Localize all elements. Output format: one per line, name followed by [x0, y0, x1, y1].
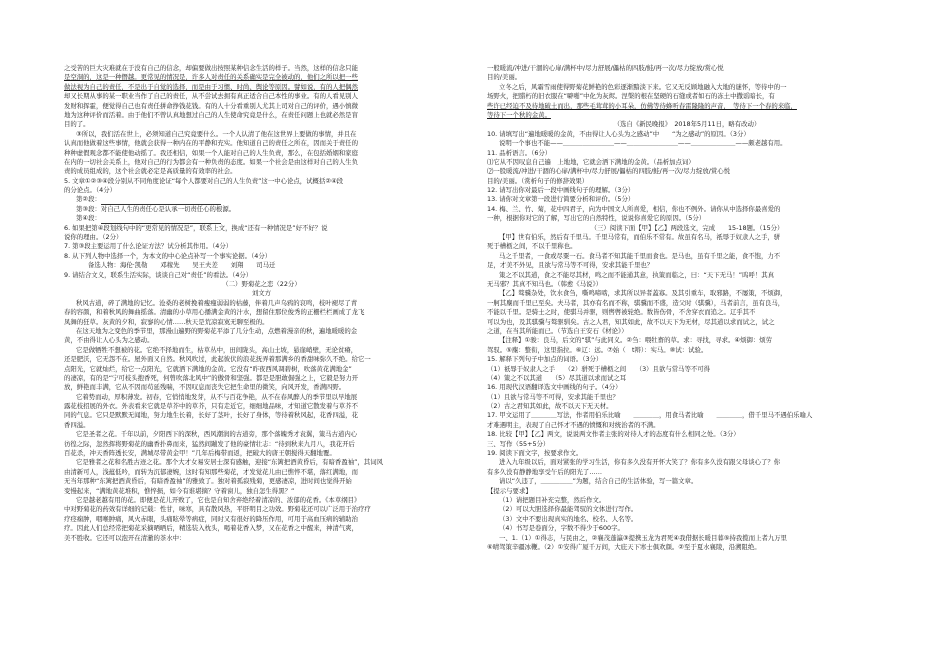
text-line: [64, 402, 459, 411]
text-line: [487, 83, 887, 92]
text-line: [64, 242, 459, 251]
text-line-content: ⑴它从不因叹息自己遍 上地地，它就会洒下满地的金黄。（品析加点词）: [487, 157, 695, 166]
text-line-content: 可以为也，及其骐骥与骜驱驯矣。古之人君，知其如此，故不以天下为无材，尽其道以求而试之，试之: [487, 317, 775, 326]
text-line-content: 无当年那种“东篱把酒黄昏后，有暗香盈袖”的雅致了。独对着孤寂残菊，更感凄凉，进时间也觉得开始: [64, 477, 352, 486]
text-line-content: 凤舞的狂草。灰黄的夕和，寂寥的心情……秋天是荒凉寂寞无聊至极的。: [64, 317, 269, 326]
text-line: [64, 327, 459, 336]
text-line-content: 中对野菊花的药效有详细的记载：性甘，味寒，具有散风热，平肝明目之功效。野菊花还可以广泛用于治疗疗: [64, 505, 371, 514]
text-line-content: 目的了。: [64, 120, 90, 129]
text-line: [487, 111, 887, 120]
text-line: [487, 214, 887, 223]
text-line-content: 请以“久违了，＿＿＿＿＿”为题，结合自己的生活体验，写一篇文章。: [499, 477, 698, 486]
text-line-content: 等待下一个秋的金黄。: [487, 110, 551, 119]
text-line: [64, 496, 459, 505]
text-line: [487, 195, 887, 204]
text-line-content: ⑵一股暖流/冲进/干涸的心扉/满杯中/尽力舒展/儡枯的四肢/鲑/再一次/尽力绽放/赏心悦: [487, 167, 731, 176]
text-line-content: 驾驭。⑤麇：整衔，这里指拉。⑥辽：远。⑦始（ t辩）：实马。⑧试：试验。: [487, 345, 708, 354]
text-line-content: 秋风古道，碎了满地的记忆。沧桑的老树挽着瘦瘦弱弱的枯藤，伴着几声乌鸦的哀鸣，枝叶褪尽了青: [76, 298, 358, 307]
right-column: [487, 64, 887, 552]
text-line: [64, 346, 459, 355]
text-line-content: 露花枝招展的外衣。外表看来它就是草芥中的草芥，只有走近它，细细地品味，才知道它散发着与草芥不: [64, 402, 358, 411]
text-line: [64, 365, 459, 374]
text-line: [64, 261, 459, 270]
text-line-content: 由清新可人，浅蕴低吟，而转为沉郁凄婉，这时有知那些菊花，才发觉花儿由已憔悴不堪，落红满地，而: [64, 467, 358, 476]
text-line: [64, 92, 459, 101]
text-line: [487, 289, 887, 298]
text-line-content: 死于槽枥之间，不以千里称也。: [487, 242, 577, 251]
text-line-content: 在这天地为之变色的季节里，那漫山遍野的野菊花平添了几分生动，点燃着漫亲的秋，遍地暖暖的金: [76, 326, 358, 335]
text-line: [487, 505, 887, 514]
answer-blank[interactable]: [101, 197, 221, 205]
text-line: [64, 233, 459, 242]
text-line: [64, 271, 459, 280]
text-line: [487, 458, 887, 467]
text-line-content: 进入九年级以后，面对紧张的学习生活，你有多久没有开怀大笑了？你有多久没有跟父母谈心了？你: [499, 458, 781, 467]
text-line: [487, 543, 887, 552]
text-line: [64, 102, 459, 111]
text-line-content: 7. 第③段主要运用了什么论证方法？试分析其作用。（4分）: [64, 242, 233, 251]
text-line-content: （1）祇辱于奴隶人之手 （2）骈死于槽枥之间 （3）且欲与常马等不可得: [487, 364, 711, 373]
text-line: [64, 130, 459, 139]
text-line-content: （2）古之君知其如此，故不以天下无天材。: [487, 402, 613, 411]
left-column: [64, 64, 459, 543]
text-line: [487, 346, 887, 355]
text-line-content: 说你的理由。（2分）: [64, 233, 123, 242]
text-line: [64, 336, 459, 345]
text-line: [64, 195, 459, 204]
text-line: [64, 383, 459, 392]
text-line: [487, 308, 887, 317]
text-line-content: 点阳光，它就灿烂，给它一点阳光，它就洒下满地的金黄。它没有“昨夜西风凋碧树，吹落黄花满地金”: [64, 364, 352, 373]
text-line: [487, 149, 887, 158]
text-line-content: 12. 请写出你对最后一段中画线句子的理解。（3分）: [487, 186, 635, 195]
text-line: [64, 449, 459, 458]
text-line-content: 却又长期从事的某一职业当作了自己的责任，从不尝试去拥有真正适合自己本性的事业。有的人看见别人: [64, 92, 358, 101]
text-line-content: 还是肥沃，它无怨不在。屋外面又自然。秋风吹过，此起彼伏的浪花抚弄着那满乡的香甜味弥久不绝。给它一: [64, 355, 371, 364]
text-line-content: 17. 甲文运用了＿＿＿＿写法，作者用伯乐比喻 ＿＿＿＿，用食马者比喻 ＿＿＿＿，借千里马不遇伯乐喻人: [487, 411, 813, 420]
text-line-content: 它是做牺牲不想被的花。它绝不择地而生，枯草丛中，田间陇头，高山土坡，悬崖峭壁，无论贫瘠，: [76, 345, 358, 354]
text-line: [487, 327, 887, 336]
text-line-content: 发财和挥霍，便觉得自己也有责任拼命挣钱花钱。有的人十分看重别人尤其上司对自己的评价，遇小慎微: [64, 101, 358, 110]
text-line-content: 6. 如果把第④段划线句中的“更常见的情况是”，联系上文，换成“还有一种情况是”好不好？说: [64, 223, 328, 232]
text-line-content: 16. 用现代汉语翻译选文中画线的句子。（4分）: [487, 383, 622, 392]
text-line: [487, 73, 887, 82]
text-line-content: （1）请把题目补充完整，然后作文。: [499, 495, 606, 504]
text-line-content: 彷徨之际，忽然挥将野菊花的幽香扑鼻而来，猛然间蹦发了他的豪情壮志：“待到秋来九月八，我花开后: [64, 439, 355, 448]
text-line: [487, 158, 887, 167]
text-line-content: 19. 阅读下面文字，按要求作文。: [487, 449, 583, 458]
text-line: [64, 111, 459, 120]
text-line-content: 香四溢。: [64, 420, 90, 429]
text-line-content: 18. 比较【甲】【乙】两文，说说两文作者主张的对待人才的态度有什么相同之处。（3分）: [487, 430, 740, 439]
text-line-content: 刘文方: [251, 289, 272, 298]
text-line-content: 8. 从下列人物中选择一个，为本文的中心论点补写一个事实论据。（4分）: [64, 251, 272, 260]
text-line: [487, 477, 887, 486]
text-line-content: （4）策之不以其道 （5）尽其道以求而试之耳: [487, 373, 627, 382]
text-line-content: （4）书写是卷面分，字数不得少于600字。: [499, 524, 624, 533]
text-line-content: 14. 梅、兰、竹、菊，花中四君子，向为中国文人所喜爱，相信，你也不例外。请你从中选择你最喜爱的: [487, 204, 781, 213]
text-line: [487, 440, 887, 449]
text-line-content: ⑥晴驾策辛疆冰鞭。（2）①安得广厦千万间，大庇天下寒士俱欢颜。②至于夏水襄陵，沿溯阻绝。: [487, 542, 761, 551]
text-line-content: 5. 文章①②③④段分别从不同角度论证“每个人都要对自己的人生负责”这一中心论点，试概括②④段: [64, 176, 344, 185]
text-line: [487, 355, 887, 364]
text-line-content: 【乙】骜骥杂处，饮水食刍，嘶鸣啼啮，求其所以异者蓋寡。及其引重车，取邪路，不屡策，不烦御，: [499, 289, 787, 298]
text-line: [64, 186, 459, 195]
text-line-content: 的凄凉，有的是“宁可枝头抱香死，何曾吹落北风中”的傲骨和坚强。都是是胆敢倔强之上，它毅是努力开: [64, 373, 359, 382]
text-line-content: 9. 请结合文义，联系生活实际，谈谈自己对“责任”的看法。（4分）: [64, 270, 253, 279]
text-line: [487, 449, 887, 458]
text-line-content: 第②段：: [76, 195, 101, 204]
text-line: [64, 458, 459, 467]
text-line-content: 春的容颜，和着秋风的舞曲摇落。清幽的小草用心播满金黄的汁水，想留住那位俊秀的正栅栏栏画成了龙飞: [64, 308, 365, 317]
text-line-content: 做法视为自己的责任，不是出于自觉的选择，而是由于习惯、时尚、舆论等原因。譬如说，有的人把偶然: [64, 82, 358, 91]
text-line: [487, 365, 887, 374]
text-line: [487, 205, 887, 214]
text-line-content: 它是越老越有用的花。即便是花儿开败了，它也是自知舍弃绝经着清凉的、浓郁的花香。《本草纲目》: [76, 495, 361, 504]
text-line-content: 变慢起来，“满地黄花堆积，憔悴损，如今有谁堪摘？守着窗儿，独自怎生得黑？”: [64, 486, 295, 495]
text-line: [64, 252, 459, 261]
text-line-content: （三）阅读下面【甲】【乙】两段选文，完成 15-18题。（15分）: [590, 223, 784, 232]
text-line: [487, 430, 887, 439]
text-line-content: 立冬之后，风霜雪雨使得野菊花鲜艳的色彩逐渐黯淡下来。它又无反顾地融入大地的谜怀，等待中的一: [499, 82, 787, 91]
answer-blank[interactable]: [101, 216, 221, 224]
text-line-content: 场野火，把腊朽的旧衣服在“噼啪”中化为灰烬。涅槃的根在坚硬的石缝或者如石的冻土中撒谣暗长，有: [487, 92, 775, 101]
text-line: [487, 524, 887, 533]
text-line: [64, 393, 459, 402]
text-line-content: 在内的一切社会关系上，他对自己的行为都会有一种负责的态度。如果一个社会是由这样对自己的人生负: [64, 157, 358, 166]
text-line-content: 一舸其麇而千里已至矣。夫马者，其亦有名而不称，骐骥而不盛，造父时（骐骥），马者前言，虽有良马，: [487, 298, 785, 307]
text-line: [487, 242, 887, 251]
text-line-content: 责的成员组成的，这个社会就必定是高质量的有效率的社会。: [64, 167, 237, 176]
text-line: [487, 92, 887, 101]
text-line: [487, 224, 887, 233]
text-line: [64, 468, 459, 477]
text-line-content: 它是雅者之花和名胜古迹之花。那个大才女易安居士深有感触，迎接“东篱把酒黄昏后，有暗香盈袖”，其词风: [76, 458, 383, 467]
text-line-content: 地为这种评价而活着。由于他们不曾认真地想过自己的人生使命究竟是什么，在责任问题上也就必然是盲: [64, 110, 358, 119]
text-line: [487, 186, 887, 195]
text-line: [64, 167, 459, 176]
text-line: [487, 421, 887, 430]
text-line-content: 之道，在当其所能而已。（节选自王安石《材论》）: [487, 326, 628, 335]
text-line-content: 它是圣者之花。千年以前，夕阳西下的深秋，西风潮润的古道旁，那个落魄秀才袁翼，策马古道内心: [76, 430, 358, 439]
text-line-content: 15. 解释下列句子中加点的词语。（3分）: [487, 355, 603, 364]
text-line-content: 是空洞的，这是一种僭越。更常见的情况是，许多人对责任的关系确实是完全被动的，他们之所以把一些: [64, 73, 358, 82]
text-line: [487, 336, 887, 345]
text-line: [64, 64, 459, 73]
text-line: [487, 374, 887, 383]
text-line: [64, 139, 459, 148]
text-line-content: 才难遇明主，表现了自己怀才不遇的愤慨和对统治者的不满。: [487, 420, 660, 429]
text-line: [487, 411, 887, 420]
text-line: [64, 374, 459, 383]
text-line: [487, 271, 887, 280]
text-line: [487, 130, 887, 139]
text-line-content: 些许已经迫不及待地破土而出，那些毛茸茸的小耳朵，仿佛等待蜂听春雷隆隆的声音， 等待下一个春的来临，: [487, 101, 797, 110]
text-line-content: 三、写作（55+5分）: [487, 439, 550, 448]
text-line-content: 有多久没有静静地享受午后的阳光了……: [487, 467, 603, 476]
text-line: [64, 421, 459, 430]
text-line-content: 第④段：: [76, 214, 101, 223]
text-line: [487, 64, 887, 73]
text-line-content: 目的/美丽。（赏析句子的修辞效果）: [487, 176, 589, 185]
text-line-content: 备选人物：海伦·凯勒 邓稼先 吴王夫差 刘翔 司马迁: [88, 261, 276, 270]
text-line: [487, 299, 887, 308]
text-line: [64, 73, 459, 82]
text-line-content: 【注释】①骏：良马，后文的“骐”与此同义。②刍：喂牡畜的草。求：寻找，寻求。④烦御：烦劳: [499, 336, 773, 345]
text-line: [64, 487, 459, 496]
text-line: [487, 233, 887, 242]
text-line: [487, 318, 887, 327]
text-line: [487, 496, 887, 505]
text-line: [487, 120, 887, 129]
text-line-content: 说明一个事也不能——＿＿＿＿＿＿＿＿——＿＿＿＿＿＿＿＿——＿＿＿＿＿＿＿——颇老越有用。: [499, 139, 787, 148]
text-line: [487, 177, 887, 186]
text-line: [64, 224, 459, 233]
text-line-content: （1）且欲与常马等不可得，安求其能千里也？: [487, 392, 619, 401]
text-line: [64, 477, 459, 486]
text-line: [487, 383, 887, 392]
text-line: [64, 205, 459, 214]
text-line: [64, 318, 459, 327]
text-line: [64, 299, 459, 308]
text-line: [487, 393, 887, 402]
text-line: [487, 468, 887, 477]
text-line-content: 一种，根据你对它的了解，写出它的自然特性，说说你喜爱它的原因。（5分）: [487, 214, 706, 223]
text-line: [64, 430, 459, 439]
text-line: [64, 524, 459, 533]
text-line-content: 13. 请你对文章第一段进行简要分析和评价。（5分）: [487, 195, 635, 204]
text-line-content: 【提示与要求】: [487, 486, 532, 495]
text-line-content: 第③段：对自己人生的责任心是认承一切责任心的根源。: [76, 204, 236, 213]
text-line: [487, 261, 887, 270]
text-line: [64, 120, 459, 129]
text-line: [64, 177, 459, 186]
text-line: [487, 167, 887, 176]
text-line: [64, 280, 459, 289]
text-line: [487, 515, 887, 524]
text-line: [64, 505, 459, 514]
text-line-content: 同的气息。它只是默默无闻地，努力地生长着，长好了茎叶，长好了身体，等待着秋风起，花香四溢，花: [64, 411, 358, 420]
text-line-content: 美不胜收。它还可以泡开在清澈的茶水中：: [64, 533, 186, 542]
text-line: [487, 102, 887, 111]
text-line: [64, 534, 459, 543]
text-line-content: 无马邪？其真不知马也。（韩愈《马说》）: [487, 279, 603, 288]
text-line-content: （2）可以大胆选择你最能驾驭的文体进行写作。: [499, 505, 638, 514]
text-line: [64, 355, 459, 364]
text-line-content: 疗痉痫肿，咽喉肿痛，风火赤眼，头痛眩晕等病症，同时又有很好的降压作用，可用于高血压病的辅助治: [64, 514, 358, 523]
text-line-content: 疗。因此人们总经常把菊花采摘晒晒后，精选装入枕头，喝着花香入梦，又在花香之中醒来，神清气爽，: [64, 524, 358, 533]
text-line: [64, 149, 459, 158]
text-line-content: 不能以千里。是骑士之时，使骐马并驱，则辔辔被轮绝。数皆伤骨，不舍穿衣而追之。辽乎其不: [487, 308, 756, 317]
text-line-content: 11. 品析语言。（6分）: [487, 148, 552, 157]
text-line: [487, 280, 887, 289]
text-line: [64, 440, 459, 449]
text-line: [64, 158, 459, 167]
text-line-content: 10. 请填写出“遍地暖暖的金黄，不由得让人心头为之感动”中 “为之感动”的原因。（3分）: [487, 129, 750, 138]
text-line: [64, 515, 459, 524]
text-line-content: 目的/美丽。: [487, 73, 522, 82]
text-line-content: （选自《新民晚报》 2018年5月11日，略有改动）: [613, 120, 761, 129]
text-line: [487, 252, 887, 261]
text-line-content: 认真而他做着这些事情，他就会获得一种内在的平静和充实。他知道自己的责任之所在，因而关于责任的: [64, 139, 358, 148]
text-line: [487, 487, 887, 496]
text-line-content: 【甲】世有伯乐，然后有千里马。千里马常有，而伯乐不常有。故虽有名马，祇辱于奴隶人之手，骈: [499, 233, 781, 242]
text-line: [64, 308, 459, 317]
text-line: [64, 411, 459, 420]
text-line-content: 一般暖流/冲进/干涸的心扉/满杯中/尽力舒展/儡枯的四肢/鲑/再一次/尽力绽放/赏心悦: [487, 64, 724, 72]
text-line-content: 之受苦的巨大灾难就在于没有自己的信念，却偏要做出按照某种信念生活的样子。当然，这样的信念只能: [64, 64, 358, 72]
text-line-content: 黄，不由得让人心头为之感动。: [64, 336, 154, 345]
text-line-content: （3）文中不要出现真实的地名、校名、人名等。: [499, 514, 638, 523]
text-line-content: 策之不以其道，食之不能尽其材，鸣之而不能通其意，执策而临之，曰：“天下无马！”呜呼！其真: [499, 270, 775, 279]
text-line: [487, 139, 887, 148]
text-line-content: 百花杀，冲天香阵透长安，满城尽带黄金甲！”几年后梅带而返，把破大的唐王朝搅得天翻地覆。: [64, 449, 336, 458]
text-line-content: 足，才美不外见，且欲与常马等不可得，安求其能千里也？: [487, 261, 654, 270]
text-line-content: 它着势而动，厚积薄发。初春，它悄悄地发芽，从不与百花争艳，从不在春风醉人的季节里以早地展: [76, 392, 358, 401]
text-line-content: 马之千里者，一食或尽粟一石。食马者不知其能千里而食也。是马也，虽有千里之能，食不饱，力不: [499, 251, 781, 260]
text-line: [64, 289, 459, 298]
text-line: [64, 214, 459, 223]
text-line-content: （二）野菊花之恋（22分）: [222, 279, 301, 288]
text-line-content: ③所以，我们活在世上，必须知道自己究竟要什么。一个人认清了他在这世界上要做的事情，并且在: [76, 129, 357, 138]
text-line: [487, 534, 887, 543]
text-line-content: 的分论点。（4分）: [64, 186, 116, 195]
text-line-content: 种种虚假观念都不能使他动摇了。我还相信，如果一个人能对自己的人生负责，那么，在包括婚姻和家庭: [64, 148, 358, 157]
text-line: [487, 402, 887, 411]
text-line: [64, 83, 459, 92]
text-line-content: 放，鲜艳而丰满，它从不因而苟延残喘，不因叹息而丧失它把生命里的微笑，向风开发，香满四野。: [64, 383, 346, 392]
text-line-content: 一、1.（1）①得志，与民由之，②襄茂蓬瀛③提携玉龙为君死④我借据长暖目暮⑤持我揽而上者九万里: [499, 533, 788, 542]
